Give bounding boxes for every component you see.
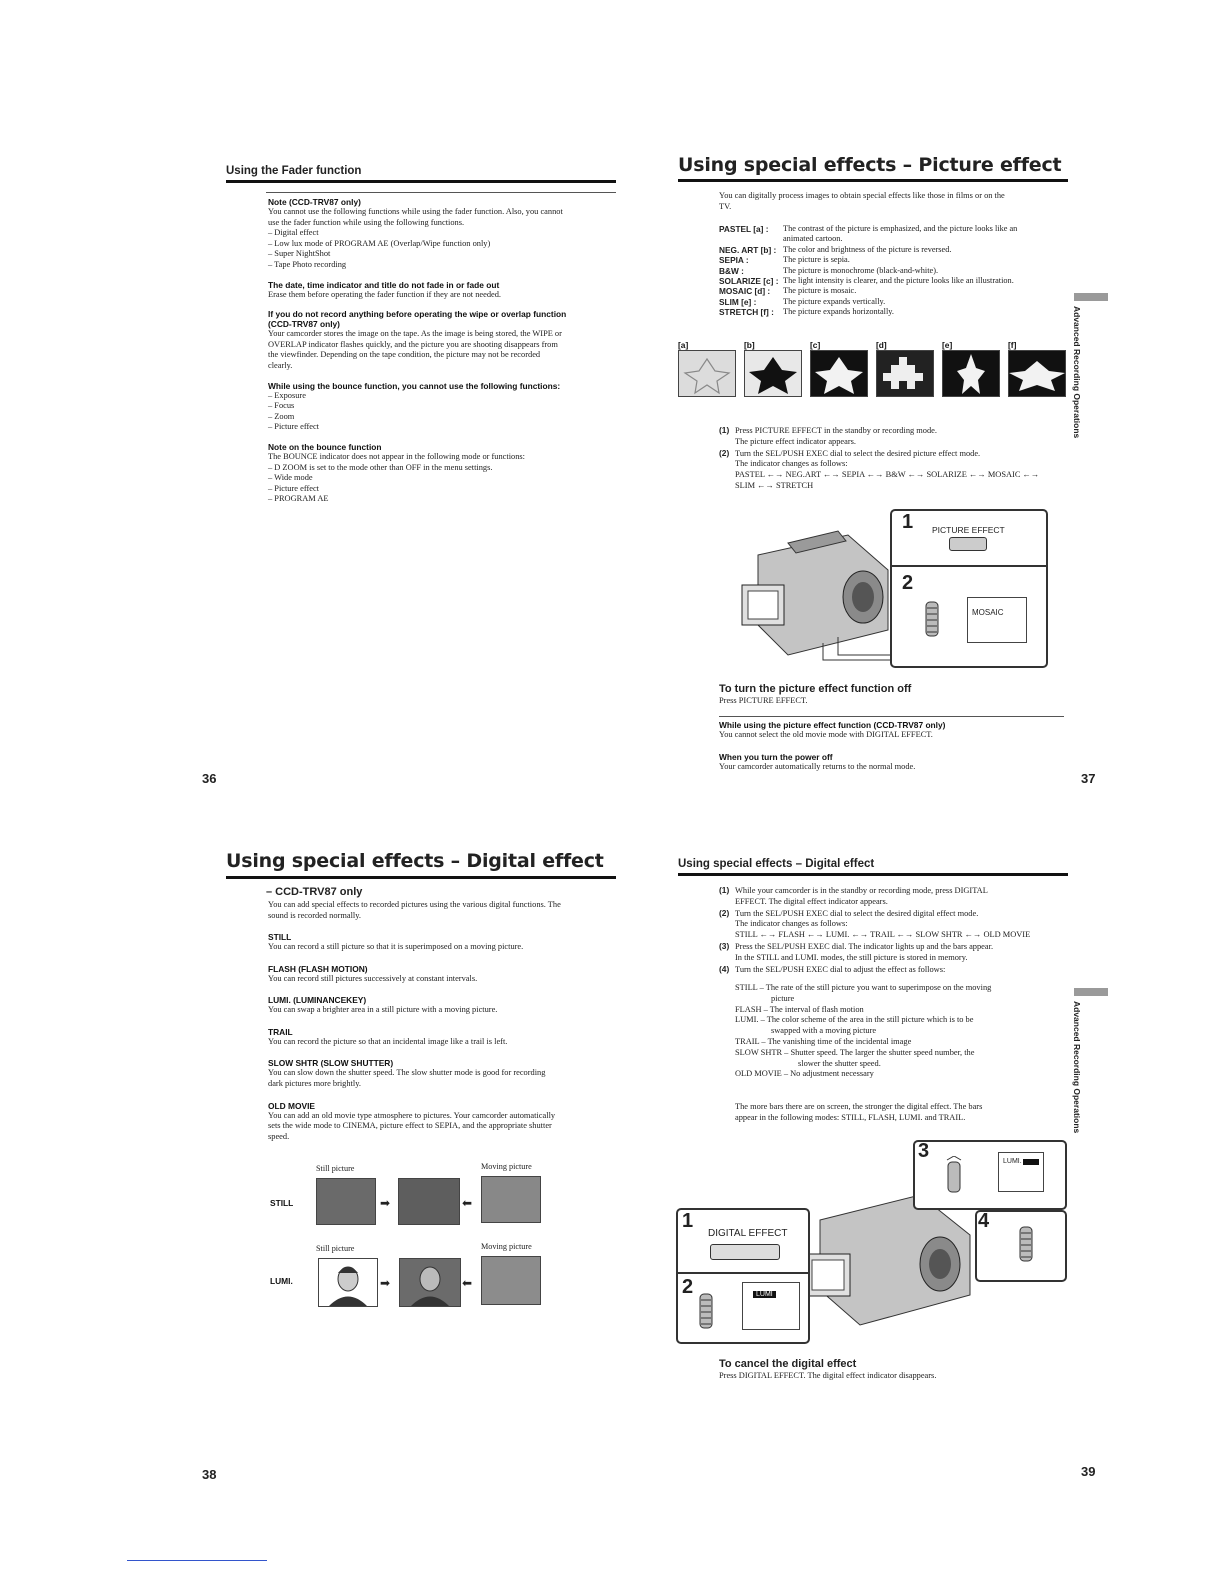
step-1-marker: 1: [682, 1210, 694, 1232]
note-title: (CCD-TRV87 only): [268, 319, 340, 330]
note-line: use the fader function while using the following functions.: [268, 217, 465, 227]
note-line: OVERLAP indicator flashes quickly, and the picture you are shooting disappears from: [268, 339, 558, 349]
mosaic-indicator: MOSAIC: [972, 608, 1004, 617]
digital-effect-button[interactable]: [710, 1244, 780, 1260]
effect-term: SOLARIZE [c] :: [719, 276, 779, 287]
effect-term: NEG. ART [b] :: [719, 244, 777, 255]
effect-desc: The picture is mosaic.: [783, 286, 857, 296]
cancel-heading: To cancel the digital effect: [719, 1358, 857, 1370]
lumi-bars-display: [998, 1152, 1044, 1192]
picture-effect-button-label: PICTURE EFFECT: [932, 525, 1005, 535]
note-line: Erase them before operating the fader function if they are not needed.: [268, 289, 501, 299]
still-picture-label: Still picture: [316, 1244, 355, 1253]
note-title: While using the bounce function, you cannot use the following functions:: [268, 380, 561, 391]
image-label: [f]: [1008, 340, 1017, 350]
note-line: – Digital effect: [268, 228, 319, 238]
step-text: PASTEL ←→ NEG.ART ←→ SEPIA ←→ B&W ←→ SOLARIZE ←→ MOSAIC ←→: [735, 470, 1040, 480]
section-tab: [1074, 988, 1108, 996]
picture-effect-heading: Using special effects – Picture effect: [678, 154, 1062, 176]
note-line: – Picture effect: [268, 422, 320, 432]
picture-effect-steps: [719, 425, 1064, 492]
footnote-rule: [127, 1560, 267, 1561]
turn-off-heading: To turn the picture effect function off: [719, 683, 912, 695]
moving-picture-label: Moving picture: [481, 1242, 532, 1251]
picture-effect-notes: [719, 720, 945, 772]
step-number: (2): [719, 447, 730, 458]
note-rule: [266, 192, 616, 193]
note-title: Note on the bounce function: [268, 441, 382, 452]
step-text: The indicator changes as follows:: [735, 919, 848, 929]
lumi-flashing-indicator: LUMI: [753, 1291, 776, 1298]
combined-still-image: [398, 1178, 460, 1225]
note-line: the viewfinder. Depending on the tape condition, the picture may not be recorded: [268, 350, 541, 360]
bars-note: [735, 1102, 982, 1123]
note-title: Note (CCD-TRV87 only): [268, 197, 361, 207]
still-row-label: STILL: [270, 1198, 294, 1208]
bars-note-line: The more bars there are on screen, the stronger the digital effect. The bars: [735, 1102, 983, 1111]
stretch-sample-image: [1008, 350, 1066, 397]
step-text: While your camcorder is in the standby or recording mode, press DIGITAL: [735, 886, 988, 895]
moving-picture-image: [481, 1176, 541, 1223]
effect-desc: The picture expands vertically.: [783, 296, 886, 306]
digital-effect-heading: Using special effects – Digital effect: [226, 850, 604, 872]
lumi-flashing-display: [742, 1282, 800, 1330]
note-line: – Low lux mode of PROGRAM AE (Overlap/Wipe function only): [268, 238, 491, 248]
slim-sample-image: [942, 350, 1000, 397]
effect-bars: [1023, 1159, 1039, 1165]
heading-rule: [678, 179, 1068, 182]
still-picture-image: [316, 1178, 376, 1225]
sel-push-exec-dial-icon[interactable]: [924, 600, 940, 638]
step-text: Turn the SEL/PUSH EXEC dial to select the desired digital effect mode.: [735, 908, 979, 918]
note-line: – Wide mode: [268, 473, 313, 483]
combined-lumi-image: [399, 1258, 461, 1307]
note-line: Your camcorder automatically returns to the normal mode.: [719, 761, 916, 771]
mode-title: LUMI. (LUMINANCEKEY): [268, 995, 367, 1006]
mode-line: You can record the picture so that an incidental image like a trail is left.: [268, 1036, 508, 1046]
intro-line: You can digitally process images to obtain special effects like those in films or on the: [719, 191, 1005, 200]
heading-rule: [678, 873, 1068, 876]
callout-divider: [676, 1272, 808, 1274]
effect-desc: The contrast of the picture is emphasized, and the picture looks like an: [783, 224, 1018, 233]
note-title: While using the picture effect function (CCD-TRV87 only): [719, 720, 946, 730]
step-number: (1): [719, 425, 730, 435]
picture-effect-button[interactable]: [949, 537, 987, 551]
step-text: The indicator changes as follows:: [735, 459, 848, 469]
callout-divider: [890, 565, 1046, 567]
adjust-line: picture: [771, 993, 795, 1003]
note-title: When you turn the power off: [719, 751, 833, 762]
step-4-marker: 4: [978, 1210, 990, 1232]
note-line: – Focus: [268, 401, 295, 411]
note-line: – Picture effect: [268, 483, 320, 493]
step-text: Turn the SEL/PUSH EXEC dial to select the desired picture effect mode.: [735, 448, 981, 458]
lumi-moving-image: [481, 1256, 541, 1305]
bars-note-line: appear in the following modes: STILL, FLASH, LUMI. and TRAIL.: [735, 1112, 966, 1122]
step-number: (3): [719, 940, 730, 951]
effect-desc: animated cartoon.: [783, 234, 843, 244]
effect-term: SEPIA :: [719, 255, 749, 266]
effect-term: STRETCH [f] :: [719, 307, 774, 318]
note-line: – PROGRAM AE: [268, 494, 329, 504]
step-text: The picture effect indicator appears.: [735, 436, 856, 446]
pastel-sample-image: [678, 350, 736, 397]
mosaic-sample-image: [876, 350, 934, 397]
sel-push-exec-dial-icon[interactable]: [1018, 1225, 1034, 1263]
step-1-marker: 1: [902, 511, 914, 533]
heading-rule: [226, 180, 616, 183]
digital-effect-heading-small: Using special effects – Digital effect: [678, 858, 875, 870]
note-line: – Zoom: [268, 411, 295, 421]
effect-desc: The picture is monochrome (black-and-white).: [783, 265, 939, 275]
note-line: The BOUNCE indicator does not appear in the following mode or functions:: [268, 451, 526, 461]
step-2-marker: 2: [682, 1276, 694, 1298]
effect-term: PASTEL [a] :: [719, 224, 769, 234]
step-text: Turn the SEL/PUSH EXEC dial to adjust the effect as follows:: [735, 964, 946, 974]
image-label: [e]: [942, 340, 953, 350]
side-label: Advanced Recording Operations: [1072, 1001, 1082, 1134]
mode-title: OLD MOVIE: [268, 1100, 315, 1111]
adjust-line: slower the shutter speed.: [798, 1058, 881, 1068]
mode-line: sets the wide mode to CINEMA, picture effect to SEPIA, and the appropriate shutter: [268, 1121, 552, 1131]
sel-push-exec-press-icon[interactable]: [945, 1156, 963, 1194]
page-number: 39: [1081, 1464, 1096, 1479]
intro-line: You can add special effects to recorded pictures using the various digital functions. The: [268, 900, 561, 909]
mode-line: You can add an old movie type atmosphere to pictures. Your camcorder automatically: [268, 1110, 556, 1120]
mode-title: SLOW SHTR (SLOW SHUTTER): [268, 1058, 394, 1069]
note-line: You cannot use the following functions while using the fader function. Also, you cannot: [268, 207, 563, 216]
adjust-line: OLD MOVIE – No adjustment necessary: [735, 1069, 874, 1079]
negart-sample-image: [744, 350, 802, 397]
effect-desc: The light intensity is clearer, and the picture looks like an illustration.: [783, 276, 1014, 286]
adjust-line: STILL – The rate of the still picture you want to superimpose on the moving: [735, 983, 992, 992]
adjust-line: SLOW SHTR – Shutter speed. The larger the shutter speed number, the: [735, 1047, 975, 1057]
image-label: [d]: [876, 340, 887, 350]
mode-line: You can record still pictures successively at constant intervals.: [268, 973, 478, 983]
fader-notes: [268, 197, 618, 505]
arrow-right-icon: ➡: [380, 1276, 391, 1290]
note-rule: [719, 716, 1064, 717]
image-label: [a]: [678, 340, 689, 350]
step-number: (1): [719, 885, 730, 895]
digital-modes: [268, 932, 618, 1142]
effect-term: B&W :: [719, 265, 744, 276]
intro-text: [719, 191, 1005, 212]
digital-effect-button-label: DIGITAL EFFECT: [708, 1228, 788, 1239]
note-line: Your camcorder stores the image on the tape. As the image is being stored, the WIPE or: [268, 329, 562, 339]
effect-desc: The color and brightness of the picture is reversed.: [783, 244, 952, 254]
section-tab: [1074, 293, 1108, 301]
adjust-list: [735, 983, 1065, 1080]
step-text: EFFECT. The digital effect indicator appears.: [735, 896, 888, 906]
lumi-still-portrait-image: [318, 1258, 378, 1307]
step-text: STILL ←→ FLASH ←→ LUMI. ←→ TRAIL ←→ SLOW SHTR ←→ OLD MOVIE: [735, 930, 1031, 940]
fader-heading: Using the Fader function: [226, 165, 362, 177]
effect-term: MOSAIC [d] :: [719, 286, 771, 297]
note-line: – Exposure: [268, 390, 306, 400]
heading-rule: [226, 876, 616, 879]
moving-picture-label: Moving picture: [481, 1162, 532, 1171]
mode-line: dark pictures more brightly.: [268, 1078, 361, 1088]
arrow-right-icon: ➡: [380, 1196, 391, 1210]
arrow-left-icon: ⬅: [462, 1276, 473, 1290]
turn-off-text: Press PICTURE EFFECT.: [719, 696, 808, 705]
step-text: Press PICTURE EFFECT in the standby or recording mode.: [735, 426, 937, 435]
effects-list: [719, 224, 1064, 318]
mode-title: TRAIL: [268, 1026, 293, 1037]
note-line: – Tape Photo recording: [268, 259, 347, 269]
step-2-marker: 2: [902, 572, 914, 594]
step-number: (2): [719, 907, 730, 918]
digital-intro: [268, 900, 561, 921]
mode-line: You can slow down the shutter speed. The slow shutter mode is good for recording: [268, 1068, 546, 1078]
adjust-line: LUMI. – The color scheme of the area in the still picture which is to be: [735, 1015, 974, 1025]
side-label: Advanced Recording Operations: [1072, 306, 1082, 439]
page-number: 38: [202, 1467, 217, 1482]
lumi-row-label: LUMI.: [270, 1276, 293, 1286]
note-line: clearly.: [268, 360, 293, 370]
page-number: 37: [1081, 771, 1096, 786]
mode-line: speed.: [268, 1131, 290, 1141]
image-label: [b]: [744, 340, 755, 350]
intro-line: TV.: [719, 201, 732, 211]
step-3-marker: 3: [918, 1140, 930, 1162]
adjust-line: TRAIL – The vanishing time of the incidental image: [735, 1036, 912, 1046]
note-line: You cannot select the old movie mode with DIGITAL EFFECT.: [719, 730, 933, 739]
note-title: If you do not record anything before operating the wipe or overlap function: [268, 309, 567, 320]
step-text: Press the SEL/PUSH EXEC dial. The indicator lights up and the bars appear.: [735, 941, 994, 951]
arrow-left-icon: ⬅: [462, 1196, 473, 1210]
mode-line: You can record a still picture so that it is superimposed on a moving picture.: [268, 942, 524, 951]
effect-desc: The picture expands horizontally.: [783, 307, 894, 317]
mosaic-display: [967, 597, 1027, 643]
note-line: – Super NightShot: [268, 249, 331, 259]
adjust-line: swapped with a moving picture: [771, 1026, 877, 1036]
step-text: In the STILL and LUMI. modes, the still picture is stored in memory.: [735, 952, 968, 962]
digital-effect-steps: [719, 885, 1064, 975]
page-number: 36: [202, 771, 217, 786]
note-line: – D ZOOM is set to the mode other than OFF in the menu settings.: [268, 462, 493, 472]
cancel-text: Press DIGITAL EFFECT. The digital effect indicator disappears.: [719, 1371, 937, 1380]
effect-desc: The picture is sepia.: [783, 255, 850, 265]
solarize-sample-image: [810, 350, 868, 397]
mode-title: FLASH (FLASH MOTION): [268, 963, 368, 974]
sel-push-exec-dial-icon[interactable]: [698, 1292, 714, 1330]
step-number: (4): [719, 963, 730, 974]
adjust-line: FLASH – The interval of flash motion: [735, 1004, 864, 1014]
note-title: The date, time indicator and title do not fade in or fade out: [268, 279, 500, 290]
camcorder-illustration: [738, 515, 898, 663]
step-text: SLIM ←→ STRETCH: [735, 480, 814, 490]
effect-term: SLIM [e] :: [719, 296, 757, 307]
image-label: [c]: [810, 340, 821, 350]
model-subheading: – CCD-TRV87 only: [266, 886, 363, 898]
intro-line: sound is recorded normally.: [268, 910, 361, 920]
mode-title: STILL: [268, 932, 292, 942]
lumi-indicator: LUMI.: [1003, 1158, 1022, 1165]
mode-line: You can swap a brighter area in a still picture with a moving picture.: [268, 1005, 498, 1015]
still-picture-label: Still picture: [316, 1164, 355, 1173]
